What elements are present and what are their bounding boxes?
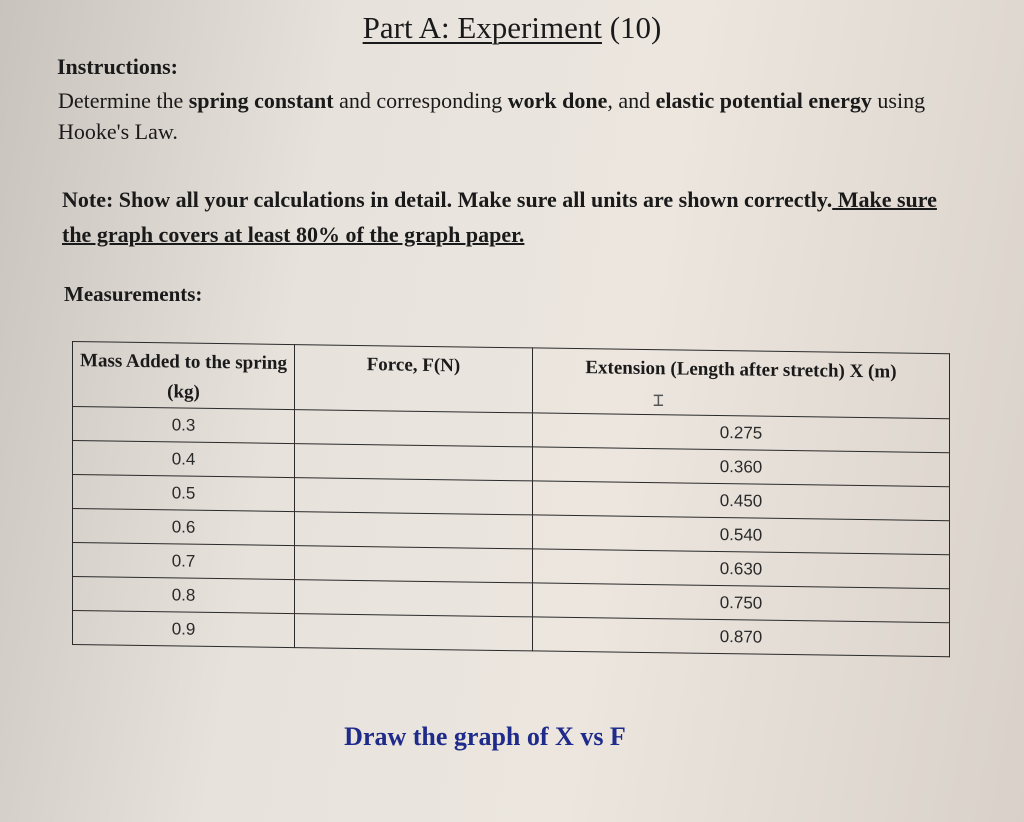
cell-extension: 0.275	[532, 413, 949, 453]
cell-extension: 0.630	[532, 549, 949, 589]
cell-force[interactable]	[295, 444, 533, 481]
cell-extension: 0.540	[532, 515, 949, 555]
cell-force[interactable]	[295, 580, 533, 617]
text-cursor-icon: ⌶	[653, 390, 664, 411]
instructions-part: , and	[607, 88, 656, 113]
table-header-row	[73, 342, 950, 419]
graph-instruction: Draw the graph of X vs F	[344, 722, 626, 751]
column-header-mass: Mass Added to the spring (kg)	[73, 342, 295, 410]
cell-force[interactable]	[295, 410, 533, 447]
instructions-heading: Instructions:	[57, 54, 179, 79]
cell-mass: 0.3	[73, 407, 295, 444]
instructions-text	[58, 85, 958, 147]
cell-mass: 0.6	[73, 509, 295, 546]
title-main: Part A: Experiment	[362, 10, 602, 45]
instructions-part: using Hooke's Law.	[58, 88, 926, 144]
instructions-part-bold: work done	[507, 88, 608, 113]
cell-mass: 0.5	[73, 475, 295, 512]
cell-extension: 0.450	[532, 481, 949, 521]
cell-extension: 0.870	[532, 617, 949, 657]
cell-mass: 0.8	[73, 577, 295, 614]
cell-mass: 0.9	[73, 611, 295, 648]
measurements-table	[72, 341, 950, 657]
title-points: (10)	[601, 10, 662, 45]
cell-mass: 0.4	[73, 441, 295, 478]
instructions-part: Determine the	[58, 88, 189, 113]
cell-mass: 0.7	[73, 543, 295, 580]
cell-extension: 0.750	[532, 583, 949, 623]
instructions-part-bold: elastic potential energy	[655, 88, 872, 113]
cell-force[interactable]	[295, 512, 533, 549]
note-plain: Note: Show all your calculations in detail. Make sure all units are shown correctly.	[62, 187, 833, 212]
note	[62, 182, 962, 252]
cell-force[interactable]	[295, 478, 533, 515]
note-underlined: Make sure the graph covers at least 80% of the graph paper.	[62, 187, 937, 247]
column-header-force: Force, F(N)	[295, 345, 533, 413]
page-title	[0, 10, 1024, 46]
instructions-part-bold: spring constant	[188, 88, 334, 113]
cell-force[interactable]	[295, 614, 533, 651]
cell-force[interactable]	[295, 546, 533, 583]
measurements-heading: Measurements:	[64, 282, 203, 306]
cell-extension: 0.360	[532, 447, 949, 487]
instructions-part: and corresponding	[333, 88, 508, 113]
column-header-extension: Extension (Length after stretch) X (m)	[532, 348, 949, 419]
